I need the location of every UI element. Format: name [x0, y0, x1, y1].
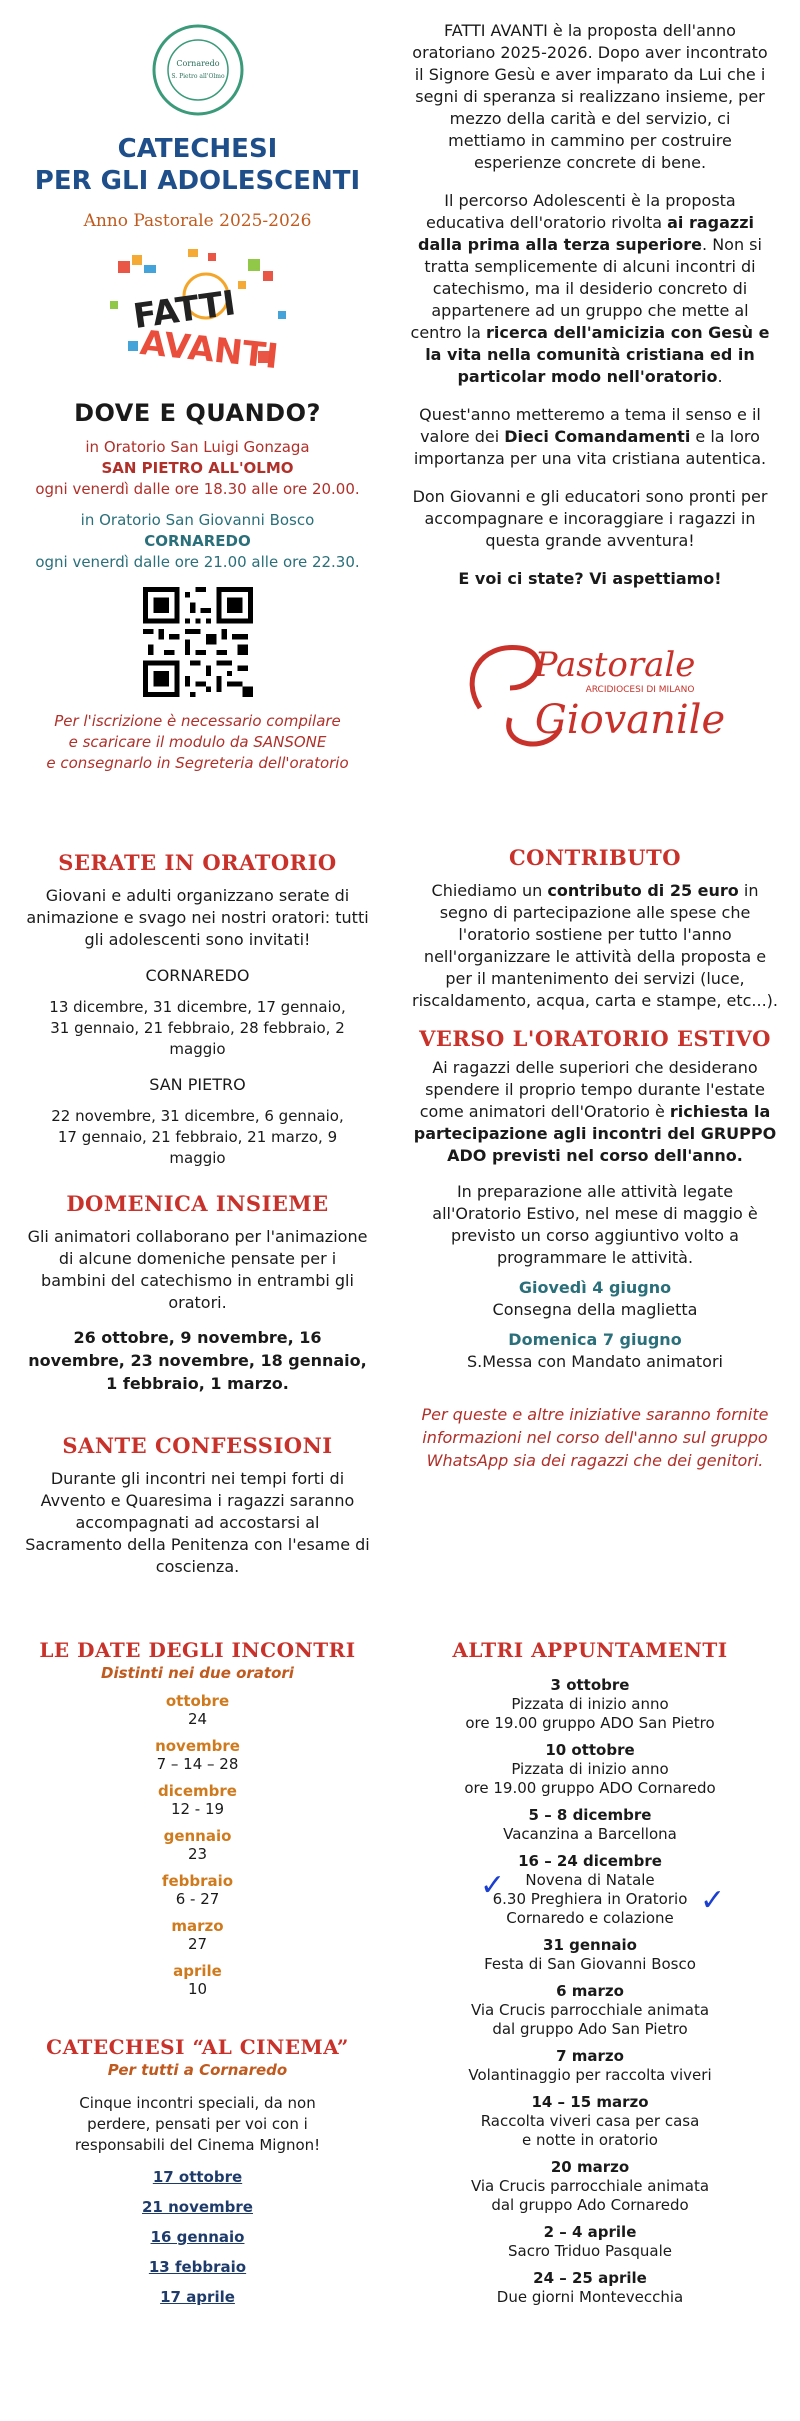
svg-text:S. Pietro all'Olmo: S. Pietro all'Olmo — [170, 73, 225, 80]
month-label: novembre — [155, 1737, 240, 1755]
title-line1: CATECHESI — [117, 134, 278, 164]
month-label: ottobre — [165, 1692, 230, 1710]
cinema-date: 17 ottobre — [152, 2168, 243, 2186]
serate-text: Giovani e adulti organizzano serate di animazione e svago nei nostri oratori: tutti gli adolescenti sono invitati! — [26, 886, 369, 949]
serate-sanpietro-dates: 22 novembre, 31 dicembre, 6 gennaio, 17 gennaio, 21 febbraio, 21 marzo, 9 maggio — [51, 1107, 344, 1167]
pastorale-giovanile-logo — [440, 618, 740, 758]
appointment-date: 16 – 24 dicembre — [518, 1852, 662, 1870]
signup-line1: Per l'iscrizione è necessario compilare — [54, 712, 341, 730]
appointment-date: 20 marzo — [550, 2158, 630, 2176]
parish-logo — [148, 20, 248, 120]
check-mark-right: ✓ — [700, 1883, 726, 1918]
appointment-text: Sacro Triduo Pasquale — [507, 2242, 672, 2260]
estivo-note: Per queste e altre iniziative saranno fornite informazioni nel corso dell'anno sul gruppo WhatsApp sia dei ragazzi che dei genitori. — [421, 1405, 769, 1470]
month-dates: 6 - 27 — [175, 1890, 220, 1908]
estivo-d2-text: S.Messa con Mandato animatori — [467, 1352, 723, 1371]
where-info — [25, 437, 370, 573]
year-label: Anno Pastorale 2025-2026 — [83, 211, 312, 231]
appointment-text: Via Crucis parrocchiale animata dal gruppo Ado Cornaredo — [470, 2177, 710, 2214]
appointment-date: 3 ottobre — [550, 1676, 630, 1694]
loc1-time: ogni venerdì dalle ore 18.30 alle ore 20.00. — [35, 480, 360, 498]
intro-p5: E voi ci state? Vi aspettiamo! — [458, 569, 722, 588]
svg-text:FATTI: FATTI — [130, 283, 238, 338]
month-dates: 7 – 14 – 28 — [156, 1755, 239, 1773]
appointment-date: 31 gennaio — [543, 1936, 637, 1954]
logo-text — [25, 120, 370, 121]
intro-p2-d: ricerca dell'amicizia con Gesù e la vita nella comunità cristiana ed in particolar modo nell'oratorio — [425, 323, 770, 386]
appointment-date: 24 – 25 aprile — [533, 2269, 647, 2287]
svg-text:ARCIDIOCESI DI MILANO: ARCIDIOCESI DI MILANO — [585, 685, 695, 695]
cinema-date: 13 febbraio — [148, 2258, 247, 2276]
loc1-intro: in Oratorio San Luigi Gonzaga — [85, 438, 310, 456]
serate-cornaredo-dates: 13 dicembre, 31 dicembre, 17 gennaio, 31 gennaio, 21 febbraio, 28 febbraio, 2 maggio — [49, 998, 346, 1058]
contributo-text-b: contributo di 25 euro — [547, 881, 739, 900]
altri-title: ALTRI APPUNTAMENTI — [452, 1638, 728, 1662]
serate-sanpietro-label: SAN PIETRO — [149, 1075, 246, 1094]
intro-p2-b: ai ragazzi dalla prima alla terza superiore — [418, 213, 755, 254]
altri-list — [410, 1676, 770, 2307]
confessioni-title: SANTE CONFESSIONI — [62, 1433, 333, 1458]
appointment-text: Pizzata di inizio anno ore 19.00 gruppo ADO Cornaredo — [464, 1760, 716, 1797]
signup-line3: e consegnarlo in Segreteria dell'oratorio — [46, 754, 349, 772]
month-dates: 24 — [187, 1710, 208, 1728]
middle-right-column — [410, 845, 780, 1472]
title-line2: PER GLI ADOLESCENTI — [34, 166, 361, 196]
serate-cornaredo-label: CORNAREDO — [145, 966, 250, 985]
bottom-right-column — [410, 1638, 770, 2315]
domenica-title: DOMENICA INSIEME — [66, 1191, 329, 1216]
domenica-dates: 26 ottobre, 9 novembre, 16 novembre, 23 novembre, 18 gennaio, 1 febbraio, 1 marzo. — [28, 1328, 367, 1393]
appointment-date: 7 marzo — [556, 2047, 624, 2065]
estivo-p2: In preparazione alle attività legate all'Oratorio Estivo, nel mese di maggio è previsto un corso aggiuntivo volto a programmare le attività. — [432, 1182, 758, 1267]
where-title: DOVE E QUANDO? — [74, 399, 321, 427]
month-dates: 12 - 19 — [170, 1800, 225, 1818]
date-incontri-title: LE DATE DEGLI INCONTRI — [39, 1638, 356, 1662]
appointment-date: 2 – 4 aprile — [543, 2223, 637, 2241]
months-list — [25, 1692, 370, 1999]
appointment-date: 5 – 8 dicembre — [528, 1806, 652, 1824]
bottom-left-column — [25, 1638, 370, 2312]
loc2-place: CORNAREDO — [144, 532, 251, 550]
month-label: aprile — [173, 1962, 222, 1980]
cinema-text: Cinque incontri speciali, da non perdere, pensati per voi con i responsabili del Cinema Mignon! — [74, 2094, 321, 2154]
appointment-text: Festa di San Giovanni Bosco — [484, 1955, 696, 1973]
appointment-text: Due giorni Montevecchia — [496, 2288, 684, 2306]
intro-p1: FATTI AVANTI è la proposta dell'anno oratoriano 2025-2026. Dopo aver incontrato il Signore Gesù e aver imparato da Lui che i segni di speranza si realizzano insieme, per mezzo della carità e del servizio, ci mettiamo in cammino per costruire esperienze concrete di bene. — [412, 21, 768, 172]
svg-text:Giovanile: Giovanile — [534, 697, 726, 743]
header-left — [25, 20, 370, 774]
estivo-d1-text: Consegna della maglietta — [492, 1300, 698, 1319]
estivo-text-b: richiesta la partecipazione agli incontri del GRUPPO ADO previsti nel corso dell'anno. — [413, 1102, 777, 1165]
intro-p3-c: e la loro importanza per una vita cristiana autentica. — [413, 427, 767, 468]
domenica-text: Gli animatori collaborano per l'animazione di alcune domeniche pensate per i bambini del catechismo in entrambi gli oratori. — [27, 1227, 368, 1312]
intro-p2 — [410, 190, 770, 388]
intro-p3-a: Quest'anno metteremo a tema il senso e il valore dei — [419, 405, 761, 446]
loc2-intro: in Oratorio San Giovanni Bosco — [80, 511, 315, 529]
signup-note — [25, 711, 370, 774]
estivo-d2: Domenica 7 giugno — [508, 1330, 682, 1349]
cinema-subtitle: Per tutti a Cornaredo — [107, 2061, 288, 2079]
signup-line2: e scaricare il modulo da SANSONE — [68, 733, 327, 751]
svg-text:Cornaredo: Cornaredo — [175, 59, 220, 68]
check-mark-left: ✓ — [480, 1868, 506, 1903]
contributo-title: CONTRIBUTO — [508, 845, 682, 870]
month-label: dicembre — [158, 1782, 237, 1800]
contributo-text-c: in segno di partecipazione alle spese che l'oratorio sostiene per tutto l'anno nell'organizzare le attività della proposta e per il mantenimento dei servizi (luce, riscaldamento, acqua, carta e stampe, etc...). — [412, 881, 778, 1010]
fatti-avanti-poster — [98, 241, 298, 391]
confessioni-text: Durante gli incontri nei tempi forti di Avvento e Quaresima i ragazzi saranno accompagnati ad accostarsi al Sacramento della Penitenza con l'esame di coscienza. — [25, 1469, 370, 1576]
appointment-date: 10 ottobre — [545, 1741, 635, 1759]
estivo-title: VERSO L'ORATORIO ESTIVO — [419, 1026, 771, 1051]
appointment-date: 14 – 15 marzo — [531, 2093, 649, 2111]
month-label: gennaio — [163, 1827, 232, 1845]
intro-p2-e: . — [717, 367, 723, 386]
intro-p3 — [410, 404, 770, 470]
loc1-place: SAN PIETRO ALL'OLMO — [101, 459, 294, 477]
middle-left-column — [25, 850, 370, 1578]
month-dates: 23 — [187, 1845, 208, 1863]
appointment-text: Raccolta viveri casa per casa e notte in oratorio — [480, 2112, 700, 2149]
qr-code[interactable] — [143, 587, 253, 697]
intro-p2-a: Il percorso Adolescenti è la proposta educativa dell'oratorio rivolta — [425, 191, 736, 232]
appointment-text: Novena di Natale 6.30 Preghiera in Oratorio Cornaredo e colazione — [492, 1871, 688, 1927]
intro-p4: Don Giovanni e gli educatori sono pronti per accompagnare e incoraggiare i ragazzi in questa grande avventura! — [412, 487, 768, 550]
estivo-text-a: Ai ragazzi delle superiori che desiderano spendere il proprio tempo durante l'estate come animatori dell'Oratorio è — [419, 1058, 765, 1121]
serate-title: SERATE IN ORATORIO — [58, 850, 337, 875]
contributo-text-a: Chiediamo un — [431, 881, 548, 900]
appointment-text: Pizzata di inizio anno ore 19.00 gruppo ADO San Pietro — [465, 1695, 715, 1732]
intro-column — [410, 20, 770, 758]
intro-p3-b: Dieci Comandamenti — [504, 427, 691, 446]
cinema-date: 17 aprile — [160, 2288, 235, 2306]
appointment-text: Via Crucis parrocchiale animata dal gruppo Ado San Pietro — [470, 2001, 710, 2038]
appointment-text: Vacanzina a Barcellona — [503, 1825, 677, 1843]
month-label: febbraio — [161, 1872, 234, 1890]
date-incontri-subtitle: Distinti nei due oratori — [101, 1664, 294, 1682]
cinema-date: 16 gennaio — [150, 2228, 245, 2246]
cinema-dates-list — [25, 2162, 370, 2312]
cinema-title: CATECHESI “AL CINEMA” — [46, 2035, 349, 2059]
cinema-date: 21 novembre — [142, 2198, 253, 2216]
intro-p2-c: . Non si tratta semplicemente di alcuni incontri di catechismo, ma il desiderio concreto di appartenere ad un gruppo che mette al centro la — [410, 235, 762, 342]
month-dates: 27 — [187, 1935, 208, 1953]
month-label: marzo — [171, 1917, 224, 1935]
month-dates: 10 — [187, 1980, 208, 1998]
appointment-text: Volantinaggio per raccolta viveri — [468, 2066, 712, 2084]
estivo-d1: Giovedì 4 giugno — [518, 1278, 672, 1297]
contributo-text — [410, 880, 780, 1012]
page-title — [25, 133, 370, 197]
svg-text:Pastorale: Pastorale — [534, 645, 696, 685]
appointment-date: 6 marzo — [556, 1982, 624, 2000]
loc2-time: ogni venerdì dalle ore 21.00 alle ore 22.30. — [35, 553, 360, 571]
svg-text:AVANTI: AVANTI — [137, 322, 280, 378]
estivo-text — [410, 1057, 780, 1167]
